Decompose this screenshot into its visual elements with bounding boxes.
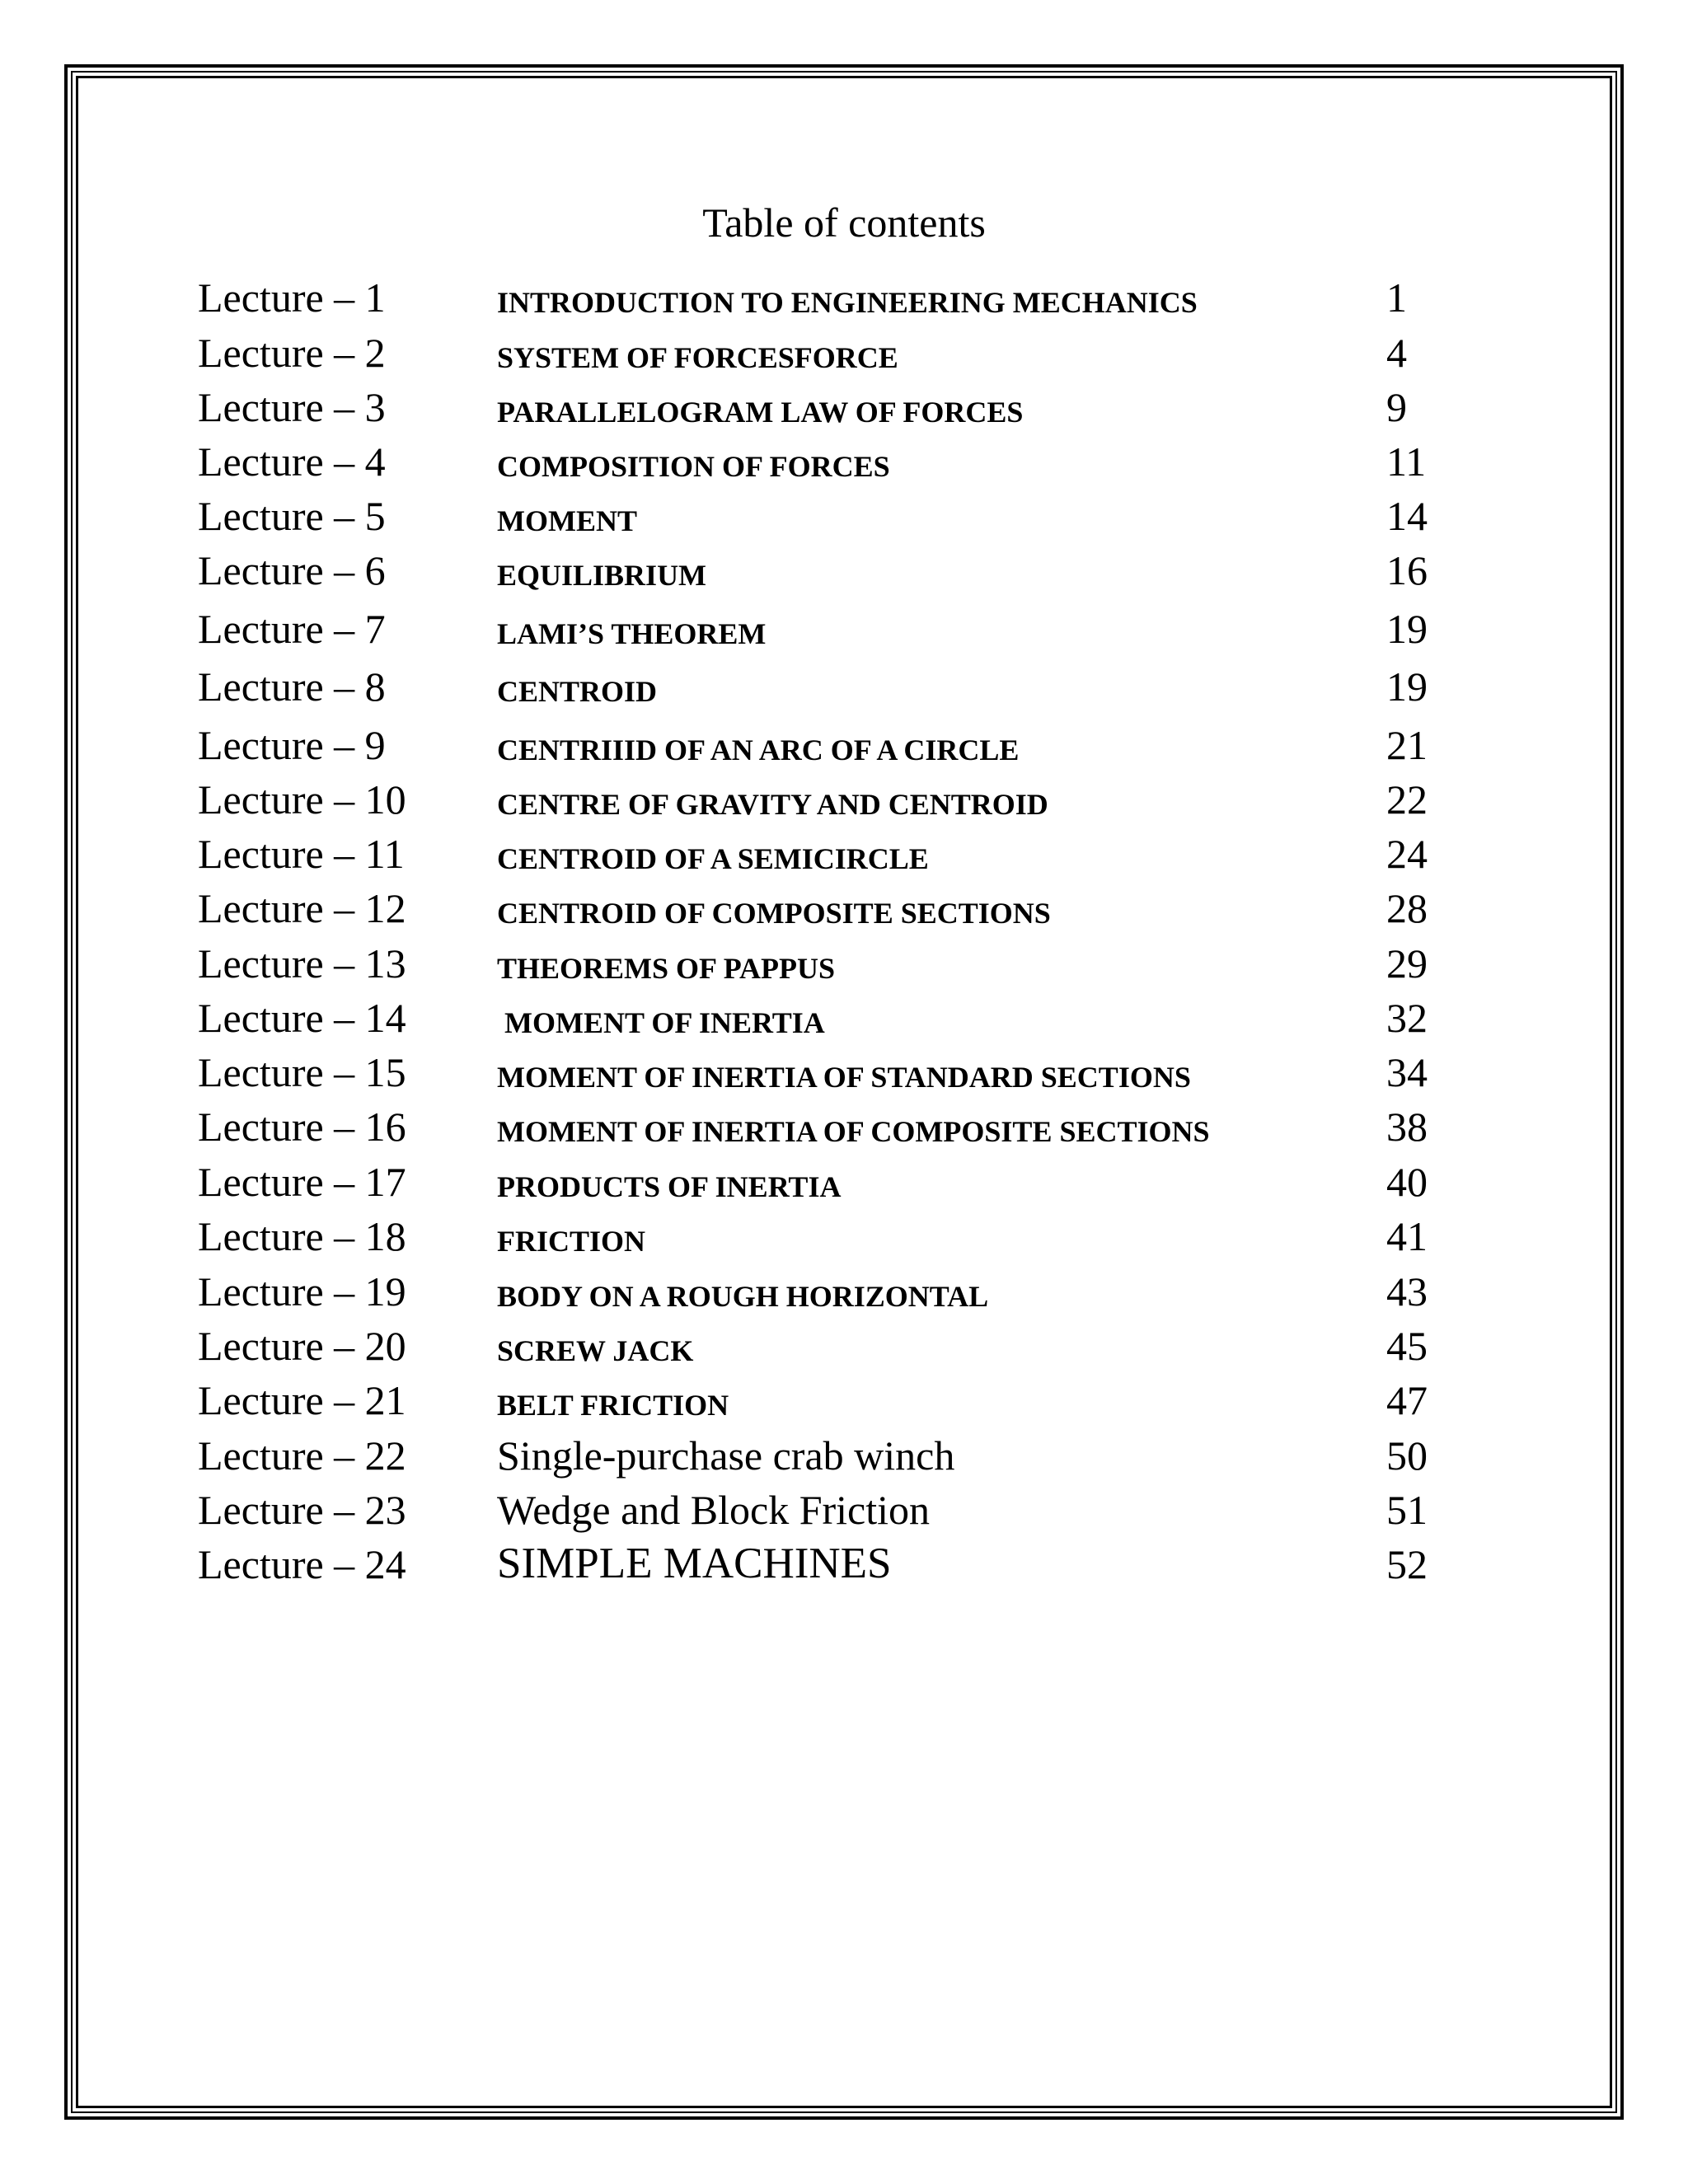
toc-title: Table of contents [702, 199, 986, 246]
toc-entry [0, 1488, 1688, 1538]
lecture-number: Lecture – 13 [198, 940, 406, 987]
toc-entry [0, 440, 1688, 490]
toc-entry [0, 1051, 1688, 1100]
lecture-number: Lecture – 19 [198, 1268, 406, 1315]
lecture-topic: THEOREMS OF PAPPUS [497, 952, 836, 985]
lecture-topic: FRICTION [497, 1225, 646, 1258]
page-number: 29 [1386, 940, 1428, 987]
lecture-topic: EQUILIBRIUM [497, 559, 707, 592]
page-number: 24 [1386, 831, 1428, 877]
lecture-topic: MOMENT OF INERTIA [497, 1006, 825, 1039]
lecture-topic: MOMENT [497, 504, 637, 537]
toc-entry [0, 1215, 1688, 1264]
lecture-number: Lecture – 6 [198, 547, 386, 593]
lecture-number: Lecture – 12 [198, 885, 406, 931]
page-number: 51 [1386, 1487, 1428, 1533]
lecture-topic: CENTRIIID OF AN ARC OF A CIRCLE [497, 733, 1020, 766]
lecture-topic: SIMPLE MACHINES [497, 1540, 892, 1587]
lecture-number: Lecture – 17 [198, 1159, 406, 1205]
lecture-number: Lecture – 21 [198, 1377, 406, 1423]
lecture-number: Lecture – 3 [198, 384, 386, 430]
toc-entry [0, 832, 1688, 882]
lecture-topic: BELT FRICTION [497, 1389, 729, 1422]
lecture-number: Lecture – 23 [198, 1487, 406, 1533]
page-number: 52 [1386, 1541, 1428, 1587]
lecture-topic: BODY ON A ROUGH HORIZONTAL [497, 1280, 989, 1313]
toc-entry [0, 1324, 1688, 1374]
page-number: 47 [1386, 1377, 1428, 1423]
lecture-number: Lecture – 5 [198, 493, 386, 539]
page-number: 19 [1386, 663, 1428, 710]
lecture-topic: MOMENT OF INERTIA OF COMPOSITE SECTIONS [497, 1115, 1210, 1148]
lecture-number: Lecture – 20 [198, 1323, 406, 1369]
page-number: 28 [1386, 885, 1428, 931]
page-number: 4 [1386, 330, 1407, 376]
lecture-topic: INTRODUCTION TO ENGINEERING MECHANICS [497, 286, 1198, 319]
toc-entry [0, 887, 1688, 936]
lecture-topic: LAMI’S THEOREM [497, 617, 767, 650]
lecture-number: Lecture – 4 [198, 438, 386, 485]
lecture-number: Lecture – 7 [198, 606, 386, 652]
toc-entry [0, 331, 1688, 381]
lecture-topic: PARALLELOGRAM LAW OF FORCES [497, 396, 1024, 429]
page-number: 11 [1386, 438, 1427, 485]
lecture-number: Lecture – 11 [198, 831, 405, 877]
page-number: 41 [1386, 1213, 1428, 1259]
lecture-topic: Wedge and Block Friction [497, 1487, 931, 1533]
lecture-topic: CENTROID [497, 675, 658, 708]
toc-entry [0, 778, 1688, 827]
lecture-number: Lecture – 10 [198, 776, 406, 823]
toc-entry [0, 724, 1688, 773]
lecture-topic: SCREW JACK [497, 1334, 694, 1367]
page-number: 32 [1386, 995, 1428, 1041]
lecture-number: Lecture – 16 [198, 1104, 406, 1150]
toc-entry [0, 1160, 1688, 1210]
lecture-topic: CENTROID OF COMPOSITE SECTIONS [497, 897, 1051, 930]
lecture-topic: CENTROID OF A SEMICIRCLE [497, 842, 929, 875]
lecture-topic: SYSTEM OF FORCESFORCE [497, 341, 898, 374]
page-number: 22 [1386, 776, 1428, 823]
lecture-topic: PRODUCTS OF INERTIA [497, 1170, 842, 1203]
toc-entry [0, 549, 1688, 598]
lecture-number: Lecture – 15 [198, 1049, 406, 1095]
page-number: 45 [1386, 1323, 1428, 1369]
page-number: 1 [1386, 274, 1407, 321]
toc-entry [0, 942, 1688, 991]
toc-entry [0, 1105, 1688, 1155]
toc-entry [0, 665, 1688, 715]
toc-entry [0, 276, 1688, 326]
lecture-number: Lecture – 8 [198, 663, 386, 710]
page-number: 16 [1386, 547, 1428, 593]
lecture-number: Lecture – 22 [198, 1432, 406, 1479]
page-number: 50 [1386, 1432, 1428, 1479]
page-number: 43 [1386, 1268, 1428, 1315]
page-number: 38 [1386, 1104, 1428, 1150]
lecture-number: Lecture – 14 [198, 995, 406, 1041]
toc-entry [0, 386, 1688, 435]
lecture-number: Lecture – 2 [198, 330, 386, 376]
page-number: 19 [1386, 606, 1428, 652]
lecture-topic: COMPOSITION OF FORCES [497, 450, 890, 483]
page-number: 40 [1386, 1159, 1428, 1205]
toc-entry [0, 996, 1688, 1046]
toc-entry [0, 1540, 1688, 1592]
lecture-number: Lecture – 1 [198, 274, 386, 321]
page-number: 34 [1386, 1049, 1428, 1095]
page-number: 21 [1386, 722, 1428, 768]
lecture-topic: Single-purchase crab winch [497, 1432, 955, 1479]
lecture-number: Lecture – 9 [198, 722, 386, 768]
toc-entry [0, 1270, 1688, 1319]
lecture-number: Lecture – 18 [198, 1213, 406, 1259]
toc-entry [0, 1434, 1688, 1483]
toc-entry [0, 494, 1688, 544]
page-number: 14 [1386, 493, 1428, 539]
toc-entry [0, 607, 1688, 657]
page-number: 9 [1386, 384, 1407, 430]
lecture-topic: MOMENT OF INERTIA OF STANDARD SECTIONS [497, 1061, 1191, 1094]
lecture-number: Lecture – 24 [198, 1541, 406, 1587]
lecture-topic: CENTRE OF GRAVITY AND CENTROID [497, 788, 1048, 821]
toc-entry [0, 1379, 1688, 1428]
